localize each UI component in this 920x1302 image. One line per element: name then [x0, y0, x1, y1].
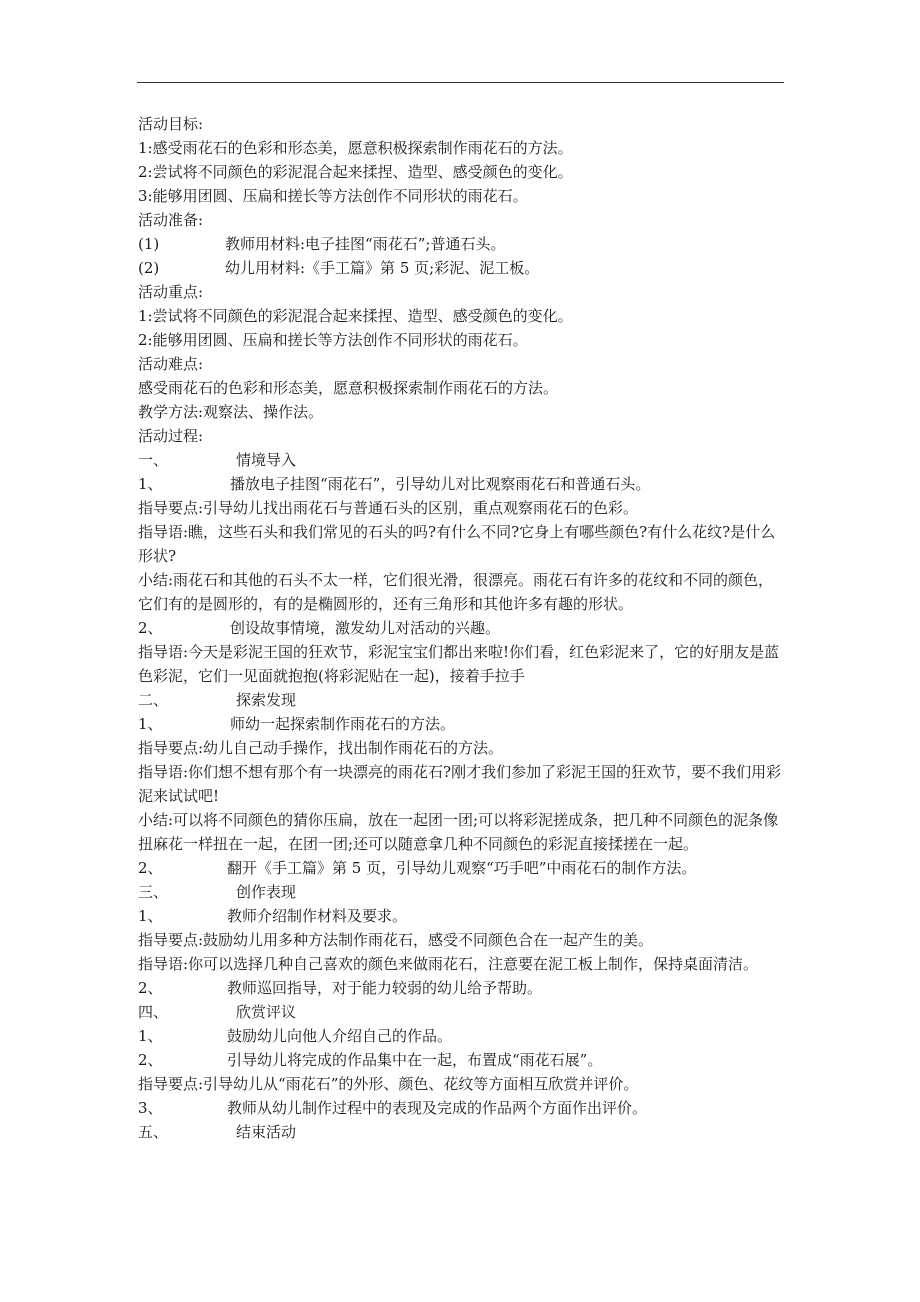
- section-heading: [138, 1120, 788, 1144]
- goal-item: 3:能够用团圆、压扁和搓长等方法创作不同形状的雨花石。: [138, 187, 528, 205]
- step-number: 1、: [138, 907, 163, 925]
- prep-item-number: (2): [138, 259, 160, 277]
- prep-item-number: (1): [138, 235, 160, 253]
- header-rule: [137, 82, 784, 83]
- guidance-speech: 指导语:你可以选择几种自己喜欢的颜色来做雨花石，注意要在泥工板上制作，保持桌面清洁。: [138, 955, 759, 973]
- step-item: [138, 616, 788, 640]
- prep-item: [138, 232, 788, 256]
- step-item: [138, 1096, 788, 1120]
- process-heading: 活动过程:: [138, 427, 204, 445]
- section-title: 创作表现: [236, 883, 297, 901]
- step-text: 引导幼儿将完成的作品集中在一起，布置成“雨花石展”。: [227, 1051, 603, 1069]
- step-text: 教师巡回指导，对于能力较弱的幼儿给予帮助。: [227, 979, 543, 997]
- section-title: 欣赏评议: [236, 1003, 297, 1021]
- section-title: 情境导入: [236, 451, 297, 469]
- section-title: 探索发现: [236, 691, 297, 709]
- goals-heading: 活动目标:: [138, 115, 204, 133]
- step-text: 播放电子挂图“雨花石”，引导幼儿对比观察雨花石和普通石头。: [230, 475, 651, 493]
- section-title: 结束活动: [236, 1123, 297, 1141]
- guidance-point: 指导要点:幼儿自己动手操作，找出制作雨花石的方法。: [138, 739, 504, 757]
- step-text: 创设故事情境，激发幼儿对活动的兴趣。: [230, 619, 501, 637]
- step-item: [138, 1024, 788, 1048]
- focus-item: 1:尝试将不同颜色的彩泥混合起来揉捏、造型、感受颜色的变化。: [138, 307, 573, 325]
- step-number: 1、: [138, 1027, 163, 1045]
- guidance-point: 指导要点:引导幼儿找出雨花石与普通石头的区别，重点观察雨花石的色彩。: [138, 499, 639, 517]
- guidance-point: 指导要点:鼓励幼儿用多种方法制作雨花石，感受不同颜色合在一起产生的美。: [138, 931, 654, 949]
- step-item: [138, 712, 788, 736]
- prep-item: [138, 256, 788, 280]
- focus-heading: 活动重点:: [138, 283, 204, 301]
- prep-heading: 活动准备:: [138, 211, 204, 229]
- section-number: 一、: [138, 451, 169, 469]
- step-number: 3、: [138, 1099, 163, 1117]
- summary: 小结:可以将不同颜色的猜你压扁，放在一起团一团;可以将彩泥搓成条，把几种不同颜色的泥条像扭麻花一样扭在一起，在团一团;还可以随意拿几种不同颜色的彩泥直接揉搓在一起。: [138, 811, 779, 853]
- section-heading: [138, 1000, 788, 1024]
- step-item: [138, 976, 788, 1000]
- step-number: 2、: [138, 859, 163, 877]
- section-heading: [138, 448, 788, 472]
- step-number: 2、: [138, 1051, 163, 1069]
- step-number: 2、: [138, 619, 163, 637]
- goal-item: 1:感受雨花石的色彩和形态美，愿意积极探索制作雨花石的方法。: [138, 139, 573, 157]
- prep-item-text: 幼儿用材料:《手工篇》第 5 页;彩泥、泥工板。: [225, 259, 540, 277]
- step-item: [138, 856, 788, 880]
- guidance-speech: 指导语:瞧，这些石头和我们常见的石头的吗?有什么不同?它身上有哪些颜色?有什么花纹?是什么形状?: [138, 523, 776, 565]
- difficulty-heading: 活动难点:: [138, 355, 204, 373]
- step-item: [138, 1048, 788, 1072]
- summary: 小结:雨花石和其他的石头不太一样，它们很光滑，很漂亮。雨花石有许多的花纹和不同的颜色，它们有的是圆形的，有的是椭圆形的，还有三角形和其他许多有趣的形状。: [138, 571, 774, 613]
- guidance-speech: 指导语:你们想不想有那个有一块漂亮的雨花石?刚才我们参加了彩泥王国的狂欢节，要不我们用彩泥来试试吧!: [138, 763, 782, 805]
- step-text: 教师介绍制作材料及要求。: [227, 907, 408, 925]
- step-number: 2、: [138, 979, 163, 997]
- step-text: 鼓励幼儿向他人介绍自己的作品。: [227, 1027, 453, 1045]
- step-text: 翻开《手工篇》第 5 页，引导幼儿观察“巧手吧”中雨花石的制作方法。: [227, 859, 697, 877]
- document-body: [138, 112, 788, 1144]
- focus-item: 2:能够用团圆、压扁和搓长等方法创作不同形状的雨花石。: [138, 331, 528, 349]
- step-number: 1、: [138, 475, 163, 493]
- section-number: 五、: [138, 1123, 169, 1141]
- goal-item: 2:尝试将不同颜色的彩泥混合起来揉捏、造型、感受颜色的变化。: [138, 163, 573, 181]
- step-item: [138, 472, 788, 496]
- section-heading: [138, 880, 788, 904]
- section-number: 二、: [138, 691, 169, 709]
- difficulty-text: 感受雨花石的色彩和形态美，愿意积极探索制作雨花石的方法。: [138, 379, 559, 397]
- step-number: 1、: [138, 715, 163, 733]
- step-text: 教师从幼儿制作过程中的表现及完成的作品两个方面作出评价。: [227, 1099, 648, 1117]
- section-heading: [138, 688, 788, 712]
- guidance-point: 指导要点:引导幼儿从“雨花石”的外形、颜色、花纹等方面相互欣赏并评价。: [138, 1075, 639, 1093]
- section-number: 四、: [138, 1003, 169, 1021]
- section-number: 三、: [138, 883, 169, 901]
- teaching-method: 教学方法:观察法、操作法。: [138, 403, 324, 421]
- step-item: [138, 904, 788, 928]
- guidance-speech: 指导语:今天是彩泥王国的狂欢节，彩泥宝宝们都出来啦!你们看，红色彩泥来了，它的好朋友是蓝色彩泥，它们一见面就抱抱(将彩泥贴在一起)，接着手拉手: [138, 643, 780, 685]
- prep-item-text: 教师用材料:电子挂图“雨花石”;普通石头。: [225, 235, 506, 253]
- step-text: 师幼一起探索制作雨花石的方法。: [230, 715, 456, 733]
